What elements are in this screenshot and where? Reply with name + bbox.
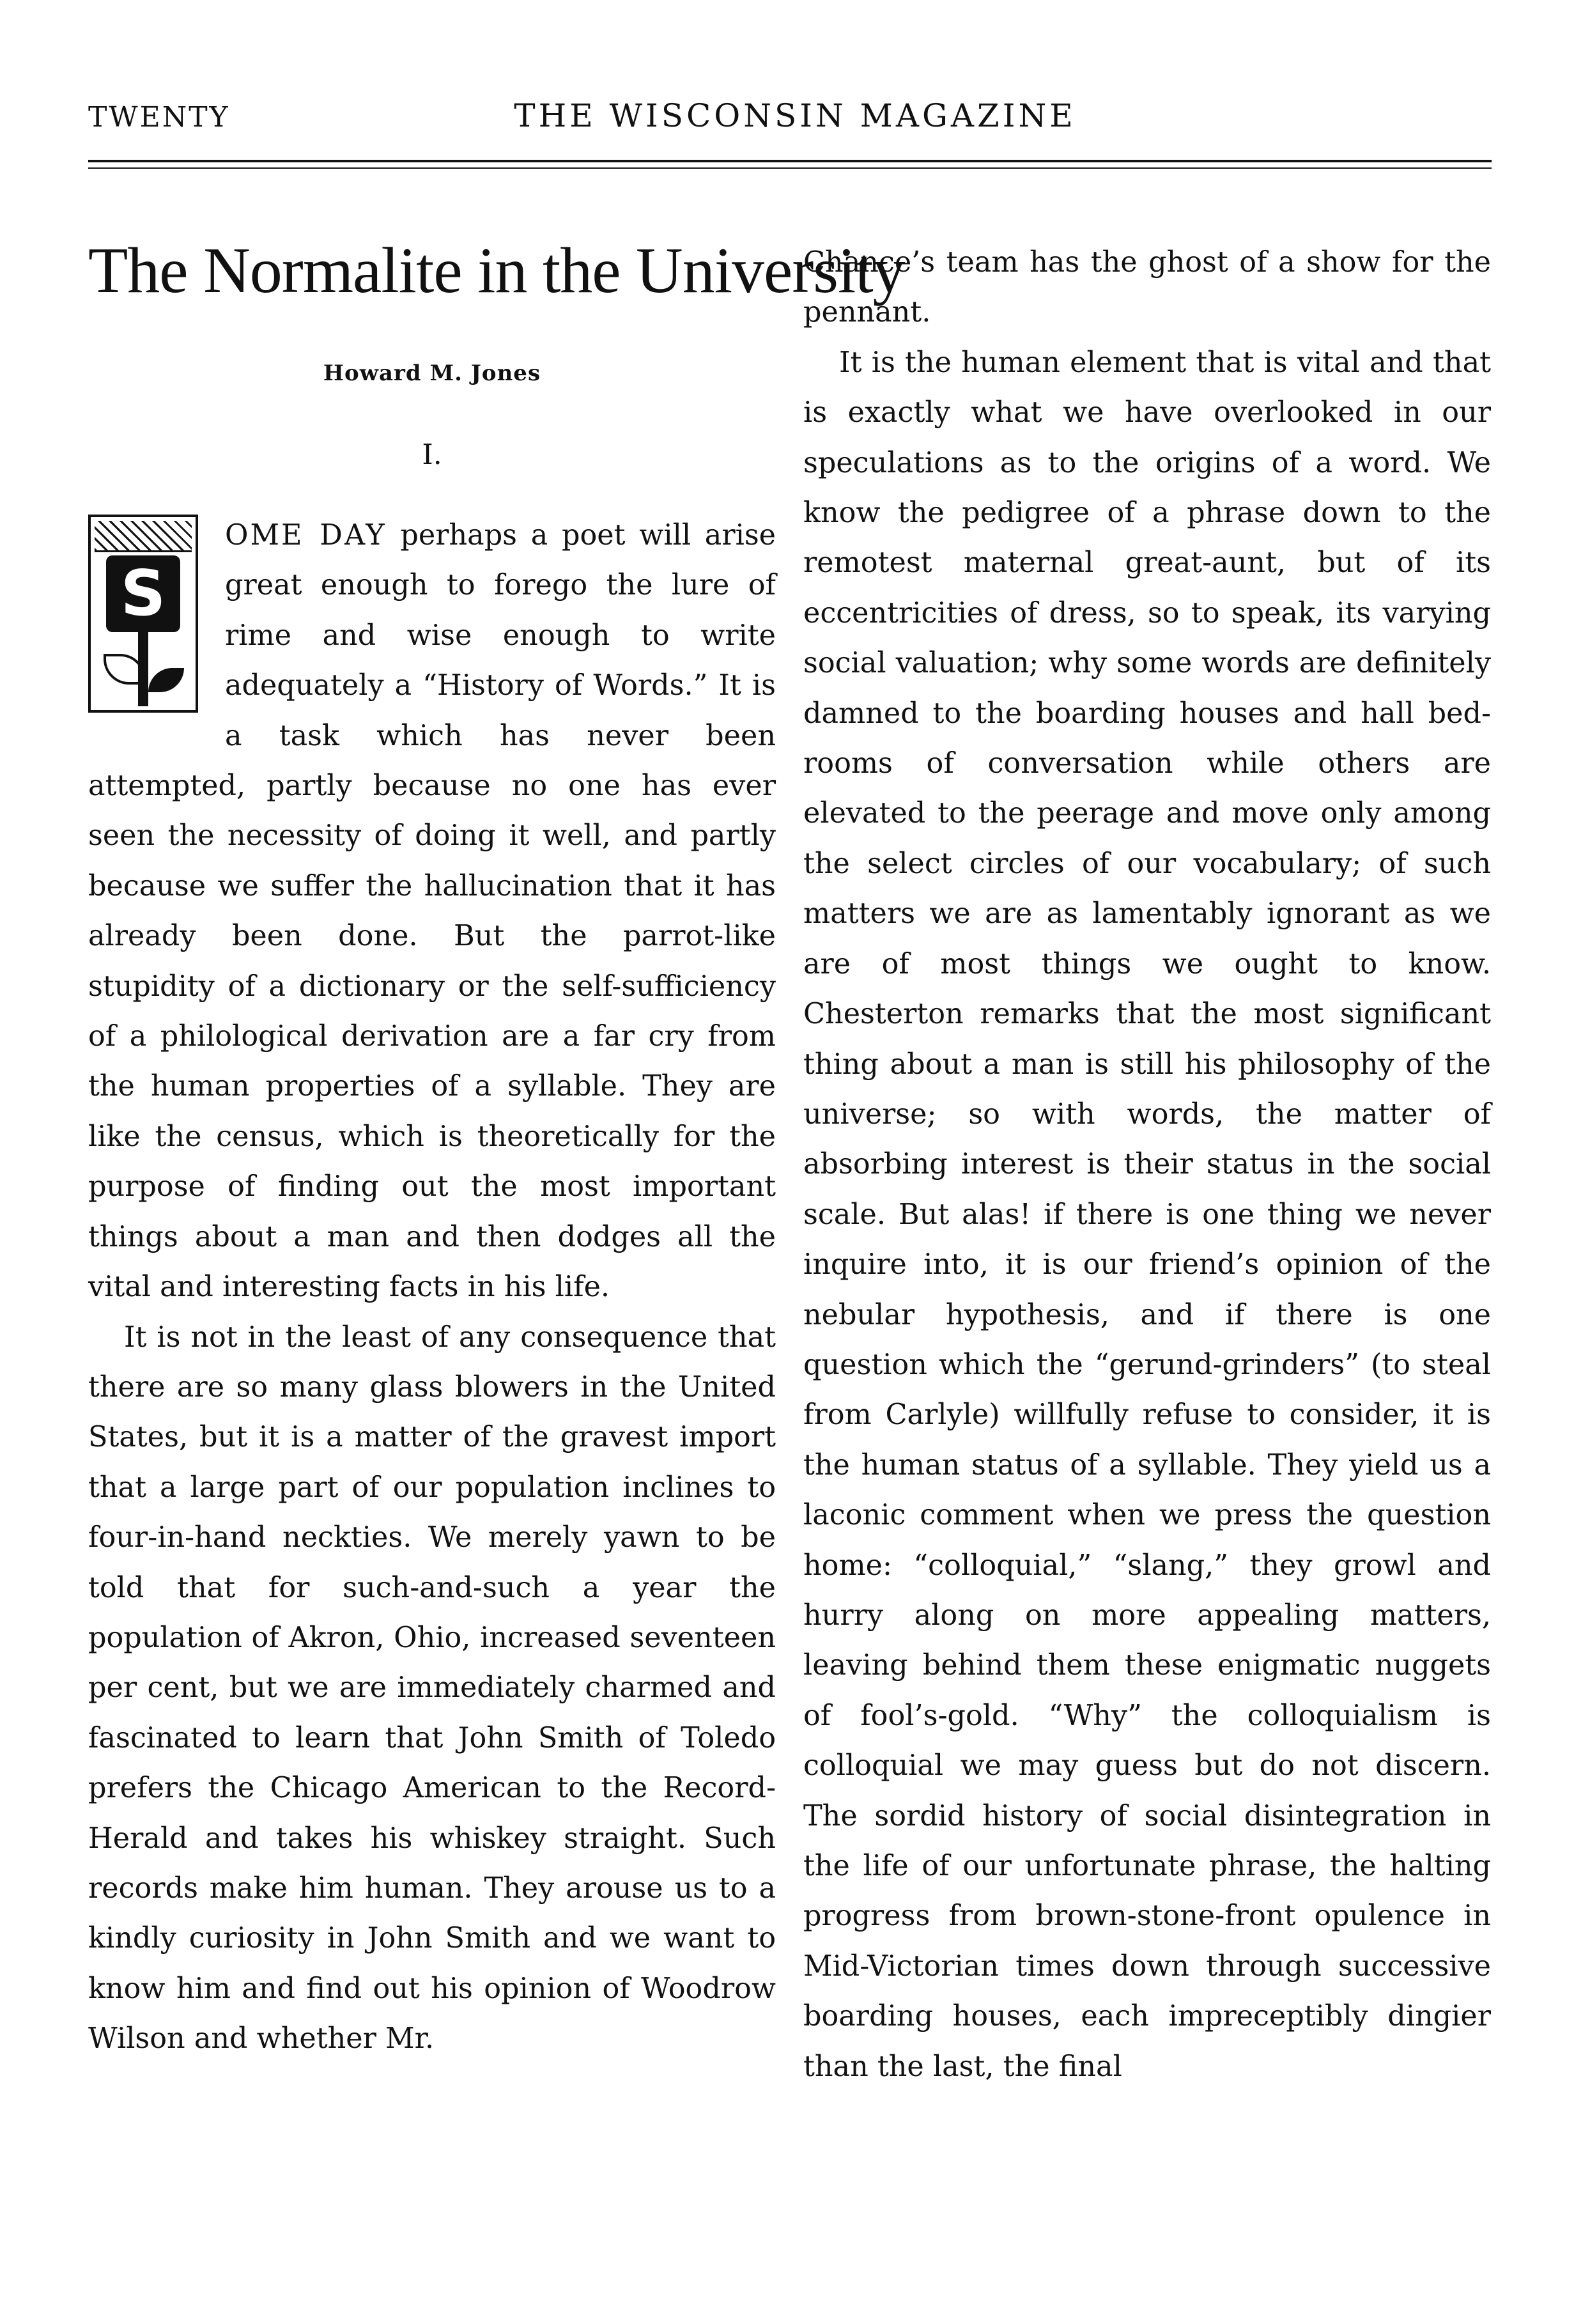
- paragraph-2-continued: Chance’s team has the ghost of a show for the pennant.: [803, 246, 1491, 329]
- drop-cap-ornament: [95, 521, 192, 552]
- article-title: The Normalite in the University: [88, 235, 905, 307]
- section-number: I.: [422, 438, 442, 471]
- right-column: [803, 238, 1491, 2092]
- paragraph-3: It is the human element that is vital and that is exactly what we have overlooked in our speculations as to the origins of a word. We know the pedigree of a phrase down to the remotest maternal great-aunt, but of its eccentricities of dress, so to speak, its varying social valuation; why some words are definitely damned to the boarding houses and hall bed-rooms of conversation while others are elevated to the peerage and move only among the select circles of our vocabulary; of such matters we are as lamentably ignorant as we are of most things we ought to know. Chesterton remarks that the most significant thing about a man is still his philosophy of the universe; so with words, the matter of absorbing interest is their status in the social scale. But alas! if there is one thing we never inquire into, it is our friend’s opinion of the nebular hypothesis, and if there is one question which the “gerund-grinders” (to steal from Carlyle) willfully refuse to consider, it is the human status of a syllable. They yield us a laconic comment when we press the question home: “colloquial,” “slang,” they growl and hurry along on more appealing matters, leaving behind them these enigmatic nuggets of fool’s-gold. “Why” the colloquialism is colloquial we may guess but do not discern. The sordid history of social disintegration in the life of our unfortunate phrase, the halting progress from brown-stone-front opulence in Mid-Victorian times down through successive boarding houses, each impreceptibly dingier than the last, the final: [803, 346, 1491, 2083]
- author-byline: Howard M. Jones: [323, 360, 541, 386]
- paragraph-2: It is not in the least of any consequence that there are so many glass blowers in the United States, but it is a matter of the gravest import that a large part of our population inclines to four-in-hand neckties. We merely yawn to be told that for such-and-such a year the population of Akron, Ohio, increased seventeen per cent, but we are immediately charmed and fascinated to learn that John Smith of Toledo prefers the Chicago American to the Record-Herald and takes his whiskey straight. Such records make him human. They arouse us to a kindly curiosity in John Smith and we want to know him and find out his opinion of Woodrow Wilson and whether Mr.: [88, 1321, 776, 2056]
- drop-cap-letter: S: [106, 555, 180, 632]
- page-folio: TWENTY: [88, 101, 230, 134]
- running-head: THE WISCONSIN MAGAZINE: [514, 97, 1076, 134]
- drop-cap-leaf-icon: [148, 668, 184, 692]
- paragraph-1-text: perhaps a poet will arise great enough to forego the lure of rime and wise enough to write adequately a “History of Words.” It is a task which has never been attempted, partly because no one has ever seen the necessity of doing it well, and partly because we suffer the hallucination that it has already been done. But the parrot-like stupidity of a dictionary or the self-sufficiency of a philological derivation are a far cry from the human properties of a syllable. They are like the census, which is theoretically for the purpose of finding out the most important things about a man and then dodges all the vital and interesting facts in his life.: [88, 519, 776, 1304]
- left-column: [88, 230, 905, 2064]
- opening-words: OME DAY: [225, 519, 387, 552]
- ornamental-drop-cap: [88, 515, 198, 713]
- header-rule-thin: [88, 167, 1492, 169]
- header-rule-thick: [88, 160, 1492, 162]
- paragraph-1: [88, 511, 776, 1313]
